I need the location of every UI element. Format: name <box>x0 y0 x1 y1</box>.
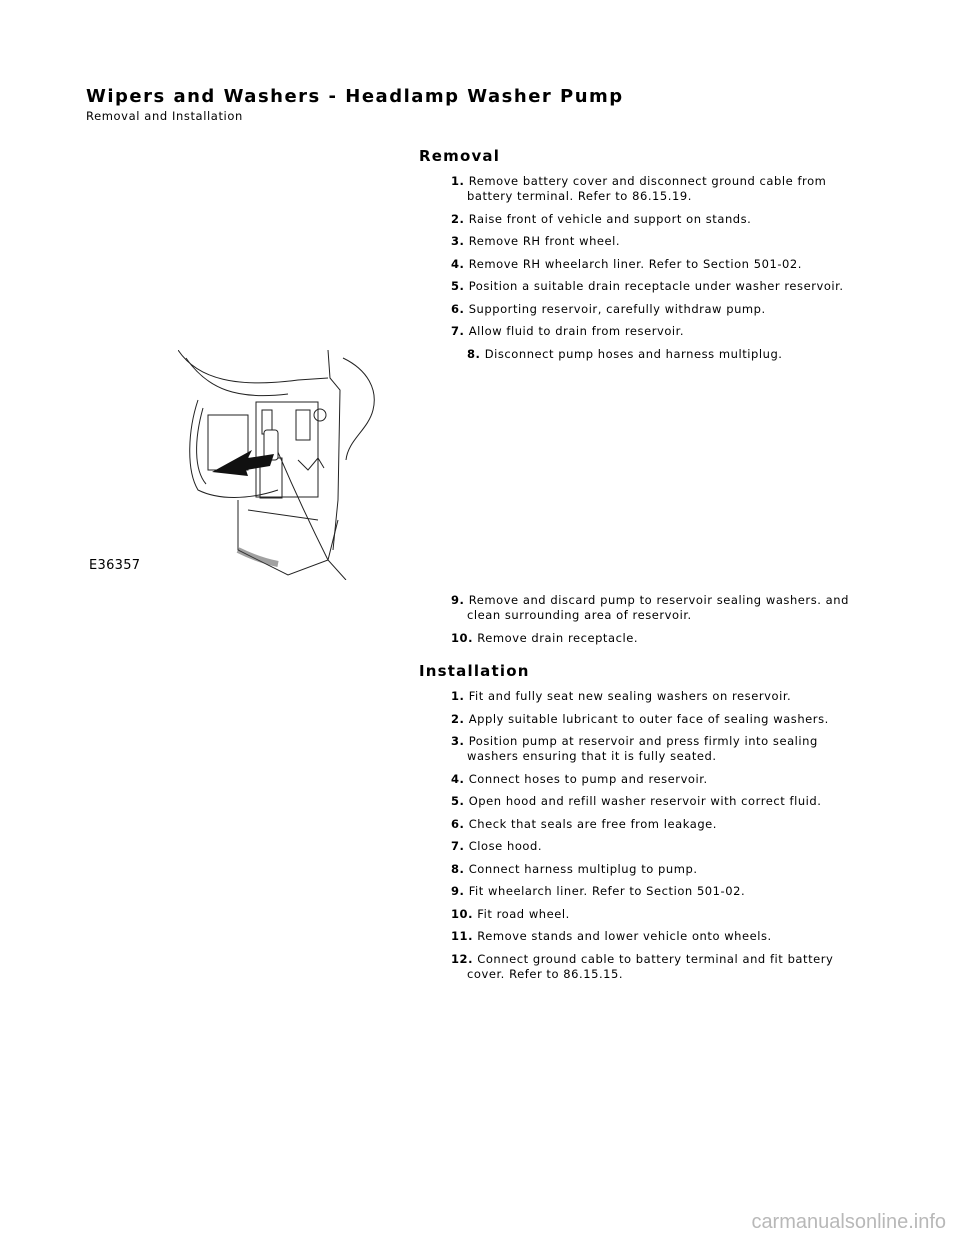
installation-step: 8. Connect harness multiplug to pump. <box>451 861 698 876</box>
installation-step: 3. Position pump at reservoir and press firmly into sealing washers ensuring that it is fully seated. <box>451 734 818 763</box>
removal-step: 4. Remove RH wheelarch liner. Refer to Section 501-02. <box>451 256 802 271</box>
removal-step: 8. Disconnect pump hoses and harness multiplug. <box>467 346 783 361</box>
removal-step: 5. Position a suitable drain receptacle under washer reservoir. <box>451 279 844 293</box>
installation-step: 9. Fit wheelarch liner. Refer to Section 501-02. <box>451 884 746 898</box>
watermark: carmanualsonline.info <box>751 1211 946 1233</box>
removal-step: 9. Remove and discard pump to reservoir sealing washers. and clean surrounding area of reservoir. <box>451 593 849 622</box>
installation-heading: Installation <box>419 662 530 680</box>
installation-step: 5. Open hood and refill washer reservoir with correct fluid. <box>451 794 822 808</box>
removal-steps <box>451 174 871 369</box>
removal-step: 2. Raise front of vehicle and support on stands. <box>451 211 752 226</box>
figure-label: E36357 <box>89 558 141 573</box>
washer-pump-illustration <box>178 350 383 580</box>
installation-steps <box>451 689 871 989</box>
removal-step: 1. Remove battery cover and disconnect ground cable from battery terminal. Refer to 86.15.19. <box>451 174 827 203</box>
installation-step: 6. Check that seals are free from leakage. <box>451 816 718 831</box>
removal-step: 10. Remove drain receptacle. <box>451 630 639 645</box>
installation-step: 10. Fit road wheel. <box>451 906 570 921</box>
installation-step: 2. Apply suitable lubricant to outer face of sealing washers. <box>451 711 829 726</box>
removal-step: 7. Allow fluid to drain from reservoir. <box>451 324 685 338</box>
installation-step: 4. Connect hoses to pump and reservoir. <box>451 771 708 786</box>
installation-step: 7. Close hood. <box>451 839 543 853</box>
page-subtitle: Removal and Installation <box>86 109 243 123</box>
installation-step: 1. Fit and fully seat new sealing washers on reservoir. <box>451 689 792 703</box>
removal-heading: Removal <box>419 147 501 165</box>
removal-steps-continued <box>451 593 871 653</box>
installation-step: 11. Remove stands and lower vehicle onto wheels. <box>451 929 772 943</box>
page-title: Wipers and Washers - Headlamp Washer Pump <box>86 86 624 107</box>
removal-step: 6. Supporting reservoir, carefully withdraw pump. <box>451 301 766 316</box>
removal-step: 3. Remove RH front wheel. <box>451 234 621 248</box>
installation-step: 12. Connect ground cable to battery terminal and fit battery cover. Refer to 86.15.15. <box>451 951 834 981</box>
